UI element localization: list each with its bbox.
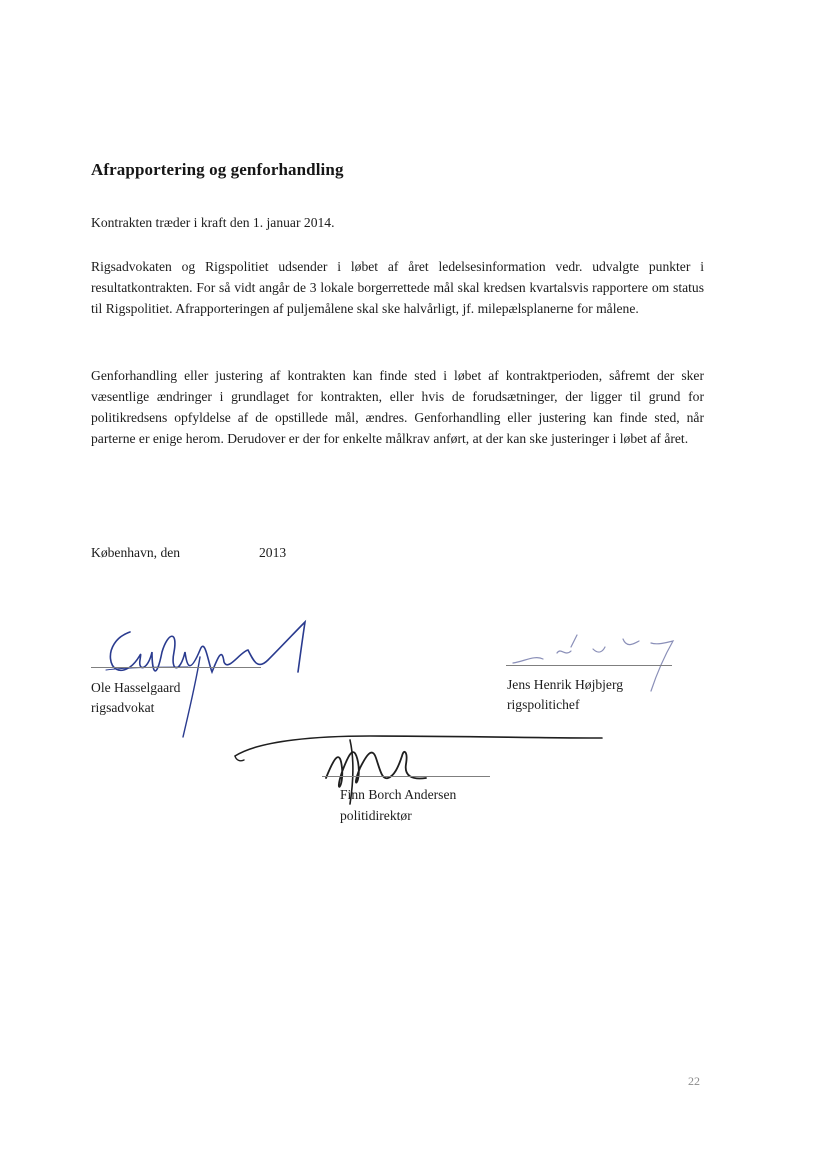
paragraph-renegotiation: Genforhandling eller justering af kontrakten kan finde sted i løbet af kontraktperioden, såfremt der sker væsentlige ændringer i grundlaget for kontrakten, eller hvis de forudsætninger, der ligger til grund for politikredsens opfyldelse af de opstillede mål, ændres. Genforhandling eller justering kan finde sted, når parterne er enige herom. Derudover er der for enkelte målkrav anført, at der kan ske justeringer i løbet af året. [91,368,704,446]
signatory-title-rigspolitichef: rigspolitichef [507,697,580,712]
signature-line-rigsadvokat [91,667,261,668]
signatory-title-rigsadvokat: rigsadvokat [91,700,155,715]
section-heading: Afrapportering og genforhandling [91,160,344,179]
page-number: 22 [688,1074,700,1088]
date-year: 2013 [259,545,287,560]
place-label: København, den [91,545,181,560]
signatory-name-rigspolitichef: Jens Henrik Højbjerg [507,677,624,692]
signature-rigsadvokat [90,612,330,742]
signatory-name-politidirektor: Finn Borch Andersen [340,787,457,802]
intro-paragraph: Kontrakten træder i kraft den 1. januar 2014. [91,215,335,230]
signatory-name-rigsadvokat: Ole Hasselgaard [91,680,181,695]
signature-line-politidirektor [322,776,490,777]
signature-line-rigspolitichef [506,665,672,666]
signatory-title-politidirektor: politidirektør [340,808,412,823]
place-date-line [91,545,286,561]
paragraph-reporting: Rigsadvokaten og Rigspolitiet udsender i løbet af året ledelsesinformation vedr. udvalgte punkter i resultatkontrakten. For så vidt angår de 3 lokale borgerrettede mål skal kredsen kvartalsvis rapportere om status til Rigspolitiet. Afrapporteringen af puljemålene skal ske halvårligt, jf. milepælsplanerne for målene. [91,259,704,316]
